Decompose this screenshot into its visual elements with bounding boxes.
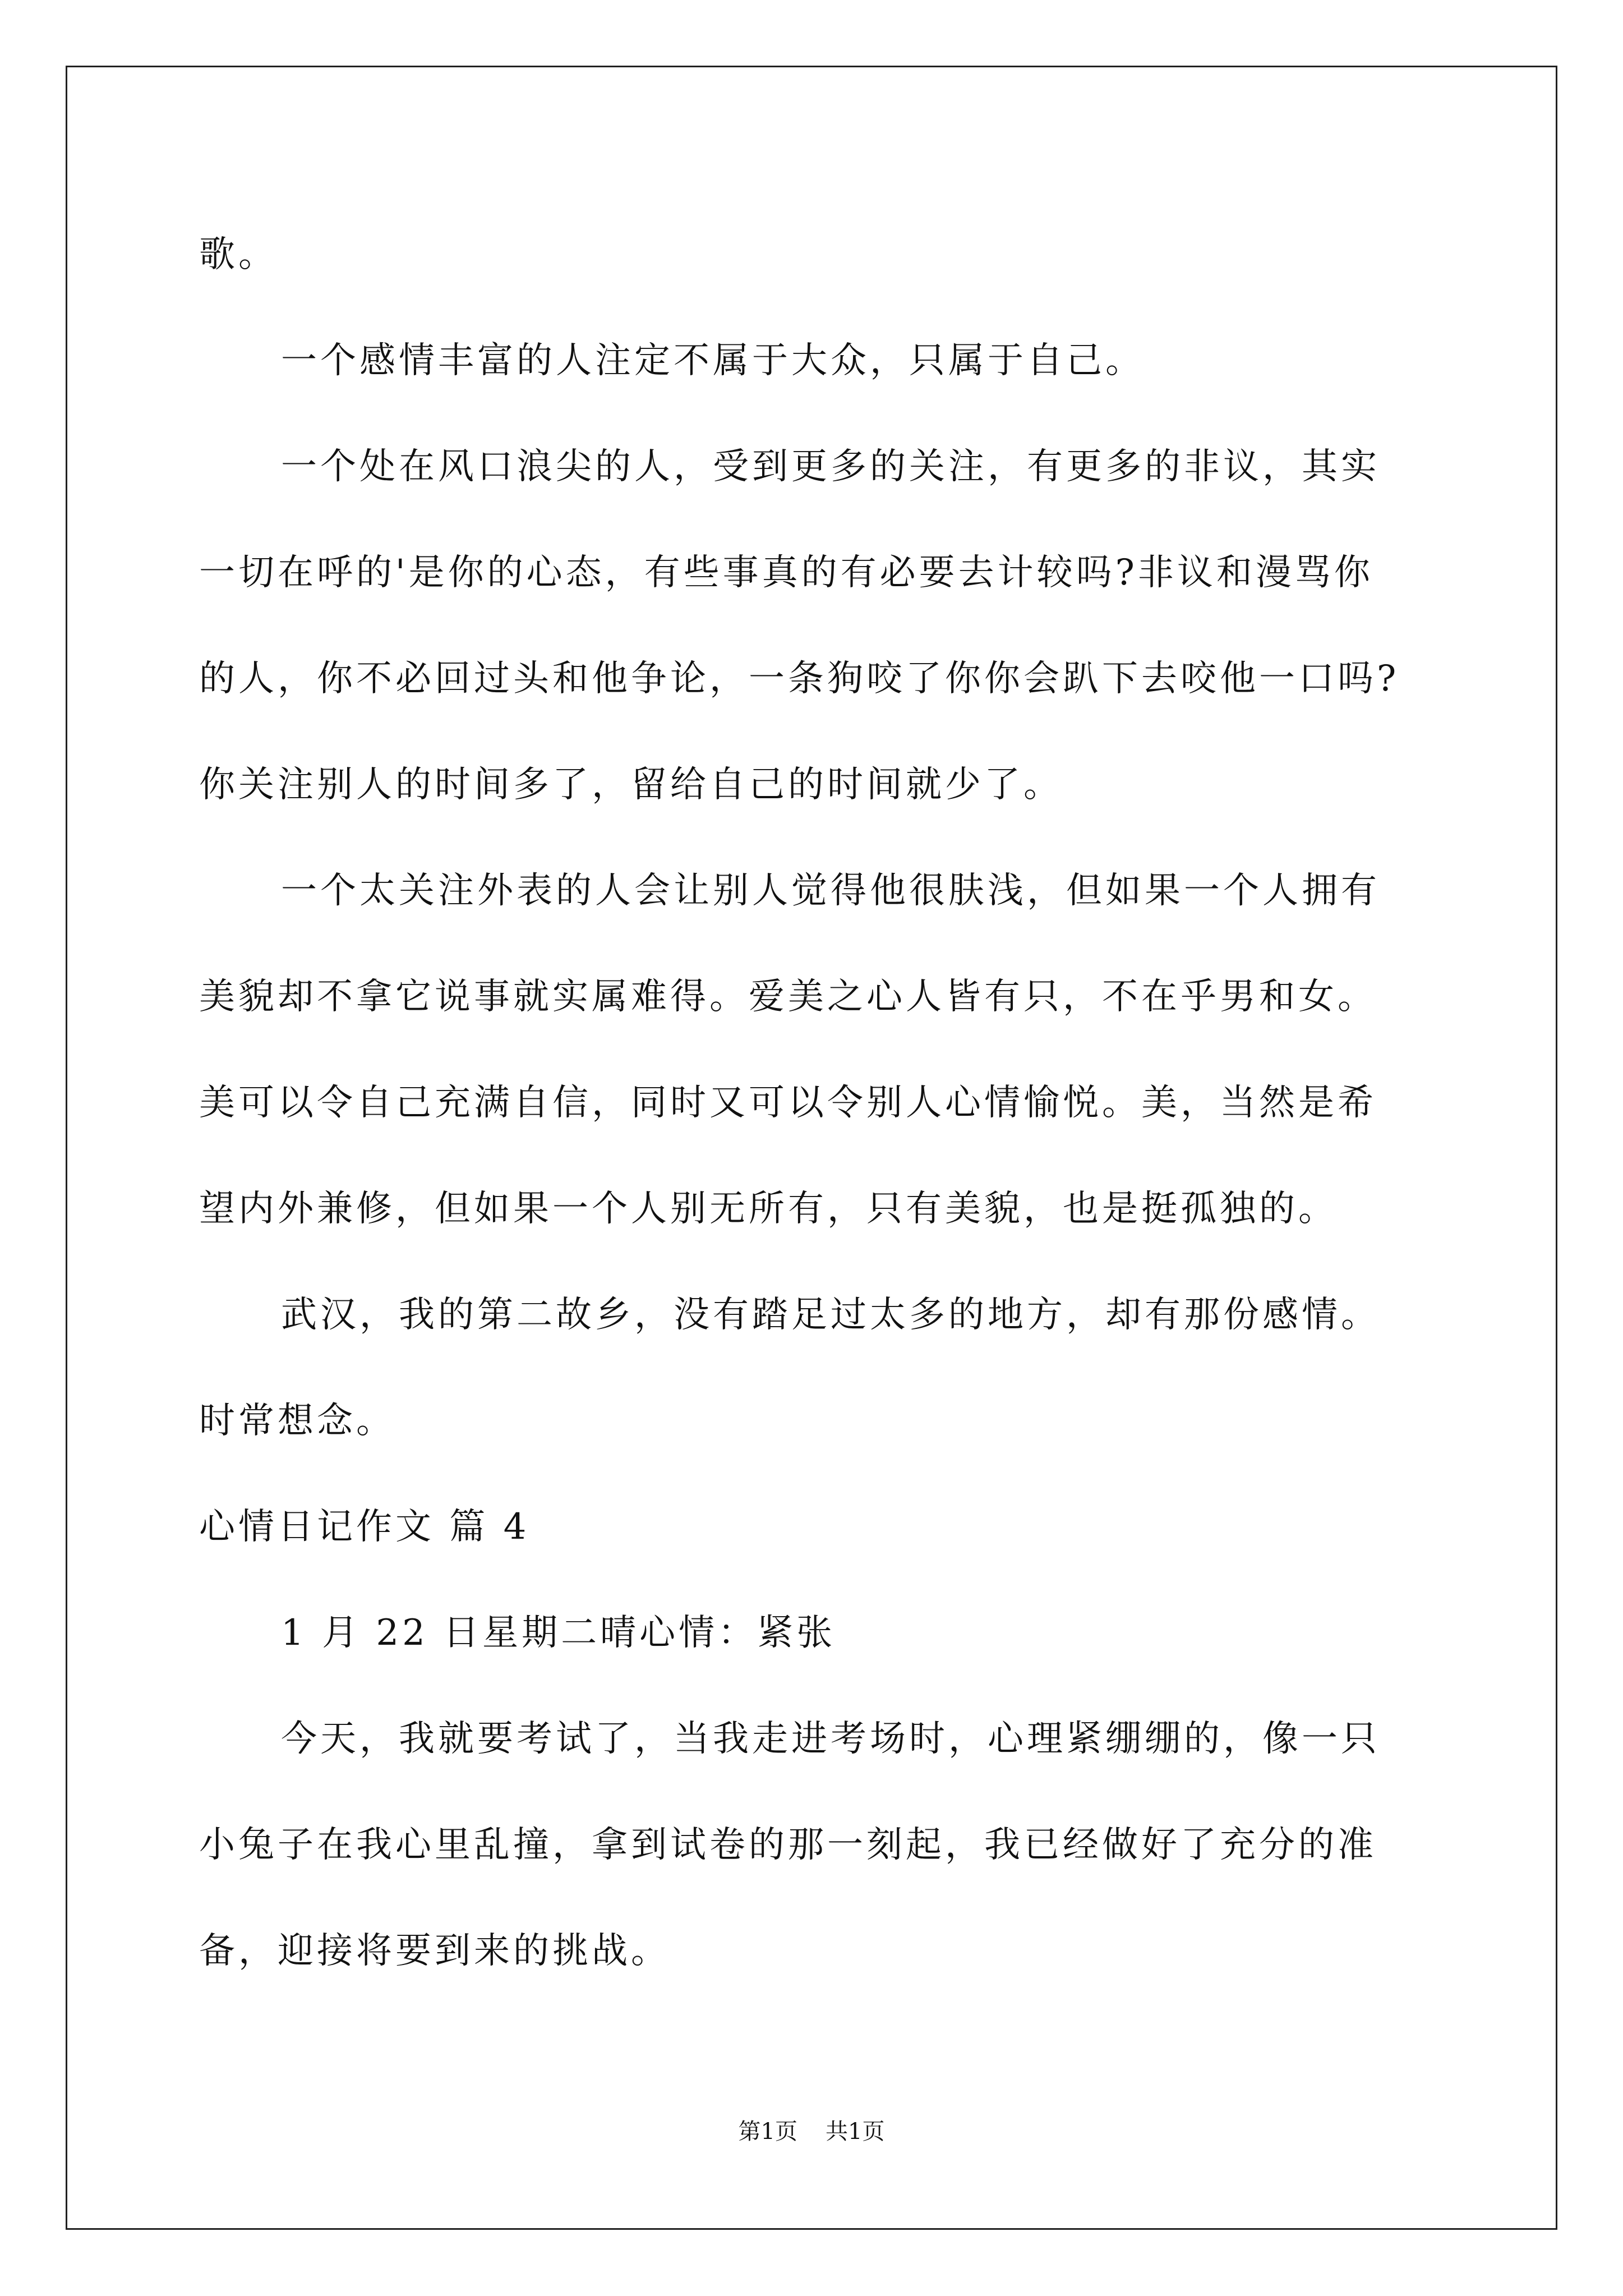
text-line: 一个太关注外表的人会让别人觉得他很肤浅，但如果一个人拥有	[281, 870, 1380, 912]
text-line: 1 月 22 日星期二晴心情：紧张	[281, 1612, 836, 1654]
text-line: 武汉，我的第二故乡，没有踏足过太多的地方，却有那份感情。	[281, 1294, 1380, 1336]
text-line: 一个感情丰富的人注定不属于大众，只属于自己。	[281, 340, 1145, 381]
text-line: 望内外兼修，但如果一个人别无所有，只有美貌，也是挺孤独的。	[199, 1188, 1338, 1230]
text-line: 一切在呼的'是你的心态，有些事真的有必要去计较吗?非议和漫骂你	[199, 552, 1373, 593]
document-body	[199, 202, 1427, 2004]
text-line: 的人，你不必回过头和他争论，一条狗咬了你你会趴下去咬他一口吗?	[199, 658, 1400, 700]
text-line: 歌。	[199, 234, 278, 275]
page-number-current: 第1页	[738, 2119, 797, 2145]
text-line: 备，迎接将要到来的挑战。	[199, 1930, 670, 1972]
text-line: 美可以令自己充满自信，同时又可以令别人心情愉悦。美，当然是希	[199, 1082, 1377, 1124]
text-line: 时常想念。	[199, 1400, 395, 1442]
text-line: 你关注别人的时间多了，留给自己的时间就少了。	[199, 764, 1063, 806]
text-line: 一个处在风口浪尖的人，受到更多的关注，有更多的非议，其实	[281, 446, 1380, 487]
section-heading: 心情日记作文 篇 4	[199, 1506, 530, 1548]
page-footer	[0, 2115, 1623, 2148]
page-number-total: 共1页	[826, 2119, 885, 2145]
text-line: 小兔子在我心里乱撞，拿到试卷的那一刻起，我已经做好了充分的准	[199, 1824, 1377, 1866]
text-line: 今天，我就要考试了，当我走进考场时，心理紧绷绷的，像一只	[281, 1718, 1380, 1760]
text-line: 美貌却不拿它说事就实属难得。爱美之心人皆有只，不在乎男和女。	[199, 976, 1377, 1018]
